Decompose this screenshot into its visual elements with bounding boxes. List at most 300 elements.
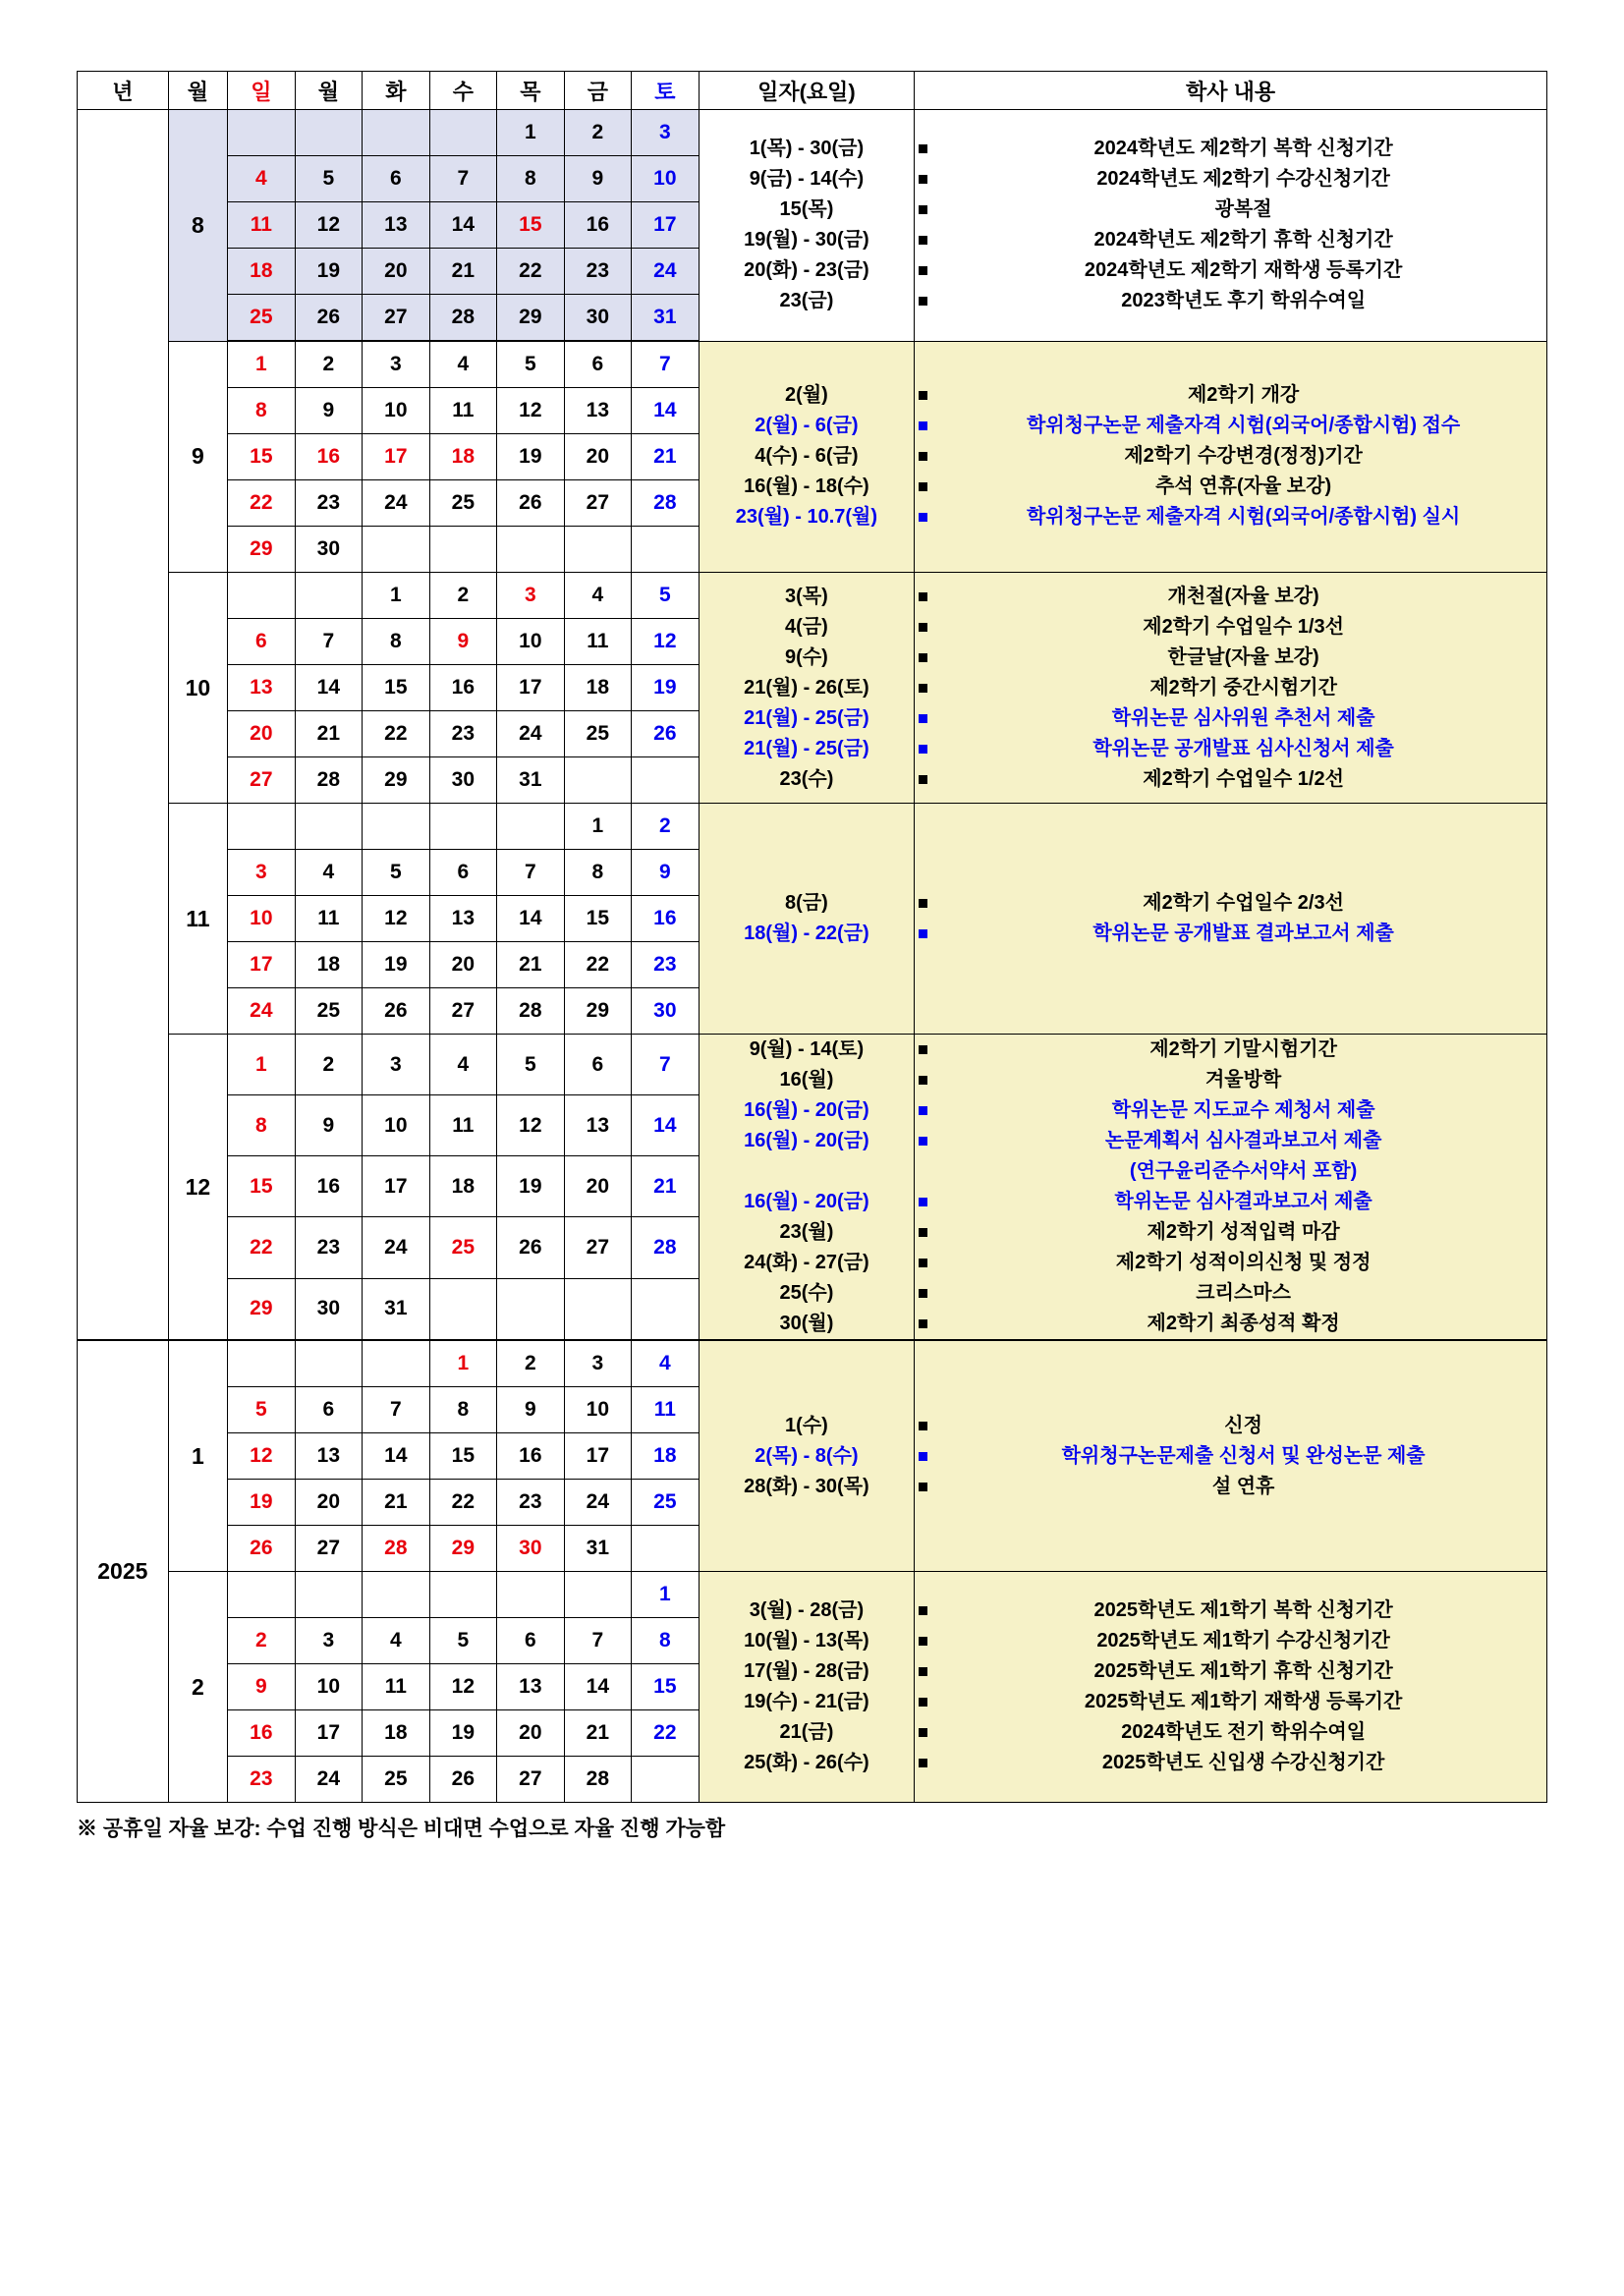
day-cell: 9 xyxy=(564,156,632,202)
day-cell: 25 xyxy=(564,711,632,757)
day-cell: 5 xyxy=(363,850,430,896)
day-cell: 14 xyxy=(564,1664,632,1710)
calendar-week-row xyxy=(78,804,1547,850)
day-cell: 31 xyxy=(632,295,700,342)
day-cell: 19 xyxy=(497,434,565,480)
day-cell: 24 xyxy=(228,988,296,1035)
day-cell: 30 xyxy=(632,988,700,1035)
day-cell: 3 xyxy=(497,573,565,619)
day-cell-empty xyxy=(363,1340,430,1387)
day-cell: 12 xyxy=(497,388,565,434)
day-cell: 7 xyxy=(632,1035,700,1095)
day-cell: 17 xyxy=(632,202,700,249)
content-items xyxy=(915,134,1546,316)
day-cell-empty xyxy=(295,804,363,850)
header-row xyxy=(78,72,1547,110)
day-cell: 11 xyxy=(564,619,632,665)
day-cell: 17 xyxy=(497,665,565,711)
date-list-cell xyxy=(699,1035,915,1341)
date-line: 21(월) - 25(금) xyxy=(744,737,869,759)
date-line: 16(월) - 18(수) xyxy=(744,476,869,498)
day-cell: 23 xyxy=(429,711,497,757)
day-cell: 3 xyxy=(632,110,700,156)
day-cell-empty xyxy=(429,527,497,573)
day-cell: 17 xyxy=(564,1433,632,1480)
content-list-cell xyxy=(915,573,1547,804)
header-weekday-sun: 일 xyxy=(228,72,296,110)
day-cell: 4 xyxy=(429,341,497,388)
day-cell: 7 xyxy=(363,1387,430,1433)
day-cell-empty xyxy=(632,527,700,573)
day-cell-empty xyxy=(632,757,700,804)
day-cell: 24 xyxy=(497,711,565,757)
content-item: 2023학년도 후기 학위수여일 xyxy=(915,286,1546,316)
content-item: 제2학기 수업일수 1/3선 xyxy=(915,612,1546,643)
month-cell: 2 xyxy=(168,1572,227,1803)
day-cell: 29 xyxy=(429,1526,497,1572)
day-cell: 31 xyxy=(564,1526,632,1572)
day-cell: 7 xyxy=(295,619,363,665)
day-cell-empty xyxy=(295,1340,363,1387)
content-items xyxy=(915,380,1546,532)
day-cell: 21 xyxy=(363,1480,430,1526)
date-line: 25(수) xyxy=(779,1282,834,1304)
day-cell: 22 xyxy=(228,1217,296,1278)
day-cell: 9 xyxy=(497,1387,565,1433)
day-cell: 21 xyxy=(564,1710,632,1757)
date-line: 30(월) xyxy=(779,1313,834,1334)
day-cell-empty xyxy=(363,1572,430,1618)
day-cell: 21 xyxy=(497,942,565,988)
date-list-cell xyxy=(699,341,915,573)
content-item: 광복절 xyxy=(915,195,1546,225)
day-cell: 20 xyxy=(429,942,497,988)
day-cell: 28 xyxy=(363,1526,430,1572)
day-cell-empty xyxy=(632,1526,700,1572)
day-cell: 11 xyxy=(363,1664,430,1710)
day-cell: 25 xyxy=(429,480,497,527)
day-cell: 28 xyxy=(632,480,700,527)
content-item: 겨울방학 xyxy=(915,1065,1546,1095)
day-cell: 2 xyxy=(632,804,700,850)
day-cell: 3 xyxy=(295,1618,363,1664)
day-cell: 9 xyxy=(632,850,700,896)
day-cell: 2 xyxy=(429,573,497,619)
content-item: 2025학년도 제1학기 수강신청기간 xyxy=(915,1626,1546,1656)
day-cell: 30 xyxy=(564,295,632,342)
date-line: 23(월) xyxy=(779,1221,834,1243)
day-cell: 6 xyxy=(228,619,296,665)
day-cell: 12 xyxy=(363,896,430,942)
day-cell: 21 xyxy=(295,711,363,757)
day-cell: 12 xyxy=(228,1433,296,1480)
day-cell-empty xyxy=(295,1572,363,1618)
calendar-week-row xyxy=(78,1035,1547,1095)
day-cell: 8 xyxy=(632,1618,700,1664)
day-cell: 22 xyxy=(632,1710,700,1757)
day-cell: 29 xyxy=(228,527,296,573)
day-cell: 16 xyxy=(228,1710,296,1757)
content-item: 제2학기 개강 xyxy=(915,380,1546,411)
calendar-week-row xyxy=(78,341,1547,388)
date-line: 23(금) xyxy=(779,290,834,312)
day-cell: 3 xyxy=(564,1340,632,1387)
day-cell-empty xyxy=(497,527,565,573)
day-cell: 10 xyxy=(363,388,430,434)
day-cell: 13 xyxy=(429,896,497,942)
year-cell-2025: 2025 xyxy=(78,1340,169,1803)
day-cell: 13 xyxy=(363,202,430,249)
day-cell-empty xyxy=(228,804,296,850)
day-cell-empty xyxy=(228,110,296,156)
day-cell-empty xyxy=(228,1572,296,1618)
day-cell: 11 xyxy=(295,896,363,942)
day-cell-empty xyxy=(564,757,632,804)
day-cell: 25 xyxy=(228,295,296,342)
day-cell-empty xyxy=(228,573,296,619)
day-cell: 27 xyxy=(429,988,497,1035)
day-cell: 12 xyxy=(632,619,700,665)
day-cell: 23 xyxy=(497,1480,565,1526)
header-weekday-sat: 토 xyxy=(632,72,700,110)
date-line: 23(월) - 10.7(월) xyxy=(735,506,878,529)
day-cell: 16 xyxy=(497,1433,565,1480)
day-cell: 24 xyxy=(295,1757,363,1803)
day-cell: 1 xyxy=(429,1340,497,1387)
day-cell: 26 xyxy=(497,480,565,527)
content-list-cell xyxy=(915,341,1547,573)
table-body xyxy=(78,110,1547,1803)
day-cell: 30 xyxy=(429,757,497,804)
day-cell: 7 xyxy=(429,156,497,202)
day-cell-empty xyxy=(497,1572,565,1618)
day-cell: 21 xyxy=(429,249,497,295)
date-line: 9(금) - 14(수) xyxy=(749,168,865,191)
date-line: 2(목) - 8(수) xyxy=(755,1444,859,1467)
day-cell: 24 xyxy=(632,249,700,295)
content-item: 2024학년도 제2학기 휴학 신청기간 xyxy=(915,225,1546,255)
content-item: 2025학년도 제1학기 재학생 등록기간 xyxy=(915,1687,1546,1717)
date-line: 3(목) xyxy=(785,585,828,607)
day-cell: 16 xyxy=(295,1156,363,1217)
day-cell: 6 xyxy=(363,156,430,202)
day-cell: 1 xyxy=(228,341,296,388)
day-cell: 10 xyxy=(497,619,565,665)
day-cell-empty xyxy=(632,1278,700,1340)
day-cell: 3 xyxy=(228,850,296,896)
day-cell: 6 xyxy=(429,850,497,896)
day-cell: 16 xyxy=(564,202,632,249)
content-item: 제2학기 기말시험기간 xyxy=(915,1035,1546,1065)
day-cell: 10 xyxy=(632,156,700,202)
day-cell: 27 xyxy=(295,1526,363,1572)
content-item: 논문계획서 심사결과보고서 제출 xyxy=(915,1126,1546,1156)
day-cell: 16 xyxy=(295,434,363,480)
content-item: 학위청구논문 제출자격 시험(외국어/종합시험) 실시 xyxy=(915,502,1546,532)
day-cell: 31 xyxy=(497,757,565,804)
day-cell: 11 xyxy=(429,1095,497,1156)
date-line: 9(수) xyxy=(785,645,828,668)
content-item: 제2학기 수업일수 1/2선 xyxy=(915,764,1546,795)
date-line xyxy=(700,1156,915,1187)
content-item: 한글날(자율 보강) xyxy=(915,643,1546,673)
header-month: 월 xyxy=(168,72,227,110)
day-cell: 18 xyxy=(295,942,363,988)
day-cell: 28 xyxy=(564,1757,632,1803)
header-year: 년 xyxy=(78,72,169,110)
day-cell: 10 xyxy=(363,1095,430,1156)
day-cell: 2 xyxy=(564,110,632,156)
day-cell: 11 xyxy=(429,388,497,434)
day-cell: 25 xyxy=(429,1217,497,1278)
day-cell: 4 xyxy=(363,1618,430,1664)
day-cell: 18 xyxy=(564,665,632,711)
day-cell: 18 xyxy=(429,1156,497,1217)
day-cell: 3 xyxy=(363,341,430,388)
day-cell: 4 xyxy=(429,1035,497,1095)
date-line: 16(월) xyxy=(779,1069,834,1091)
month-cell: 11 xyxy=(168,804,227,1035)
content-item: 2025학년도 신입생 수강신청기간 xyxy=(915,1748,1546,1778)
day-cell: 30 xyxy=(295,1278,363,1340)
day-cell: 27 xyxy=(564,480,632,527)
day-cell: 18 xyxy=(429,434,497,480)
day-cell: 19 xyxy=(497,1156,565,1217)
content-list-cell xyxy=(915,804,1547,1035)
day-cell: 5 xyxy=(228,1387,296,1433)
month-cell: 1 xyxy=(168,1340,227,1572)
content-list-cell xyxy=(915,110,1547,342)
day-cell: 24 xyxy=(363,480,430,527)
date-line: 18(월) - 22(금) xyxy=(744,923,869,944)
day-cell: 2 xyxy=(295,341,363,388)
date-line: 8(금) xyxy=(785,892,828,914)
day-cell: 9 xyxy=(429,619,497,665)
day-cell: 10 xyxy=(295,1664,363,1710)
content-item: 신정 xyxy=(915,1411,1546,1441)
day-cell: 17 xyxy=(295,1710,363,1757)
content-item: 제2학기 중간시험기간 xyxy=(915,673,1546,703)
content-item: 2024학년도 제2학기 복학 신청기간 xyxy=(915,134,1546,164)
day-cell: 25 xyxy=(632,1480,700,1526)
day-cell: 25 xyxy=(363,1757,430,1803)
calendar-week-row xyxy=(78,573,1547,619)
day-cell: 26 xyxy=(429,1757,497,1803)
content-item: 학위논문 공개발표 결과보고서 제출 xyxy=(915,919,1546,949)
day-cell: 1 xyxy=(564,804,632,850)
day-cell: 23 xyxy=(295,1217,363,1278)
content-item: 학위논문 공개발표 심사신청서 제출 xyxy=(915,734,1546,764)
month-cell: 12 xyxy=(168,1035,227,1341)
day-cell: 16 xyxy=(632,896,700,942)
content-item: 학위논문 심사위원 추천서 제출 xyxy=(915,703,1546,734)
day-cell: 29 xyxy=(497,295,565,342)
day-cell: 26 xyxy=(497,1217,565,1278)
date-line: 2(월) - 6(금) xyxy=(755,415,859,437)
day-cell: 15 xyxy=(228,1156,296,1217)
content-item: 학위청구논문제출 신청서 및 완성논문 제출 xyxy=(915,1441,1546,1472)
content-item: 2024학년도 제2학기 수강신청기간 xyxy=(915,164,1546,195)
date-list-cell xyxy=(699,1340,915,1572)
day-cell: 6 xyxy=(295,1387,363,1433)
day-cell: 8 xyxy=(228,388,296,434)
date-line: 4(수) - 6(금) xyxy=(755,445,859,468)
day-cell: 15 xyxy=(497,202,565,249)
day-cell: 5 xyxy=(429,1618,497,1664)
day-cell: 14 xyxy=(632,1095,700,1156)
content-item: 제2학기 최종성적 확정 xyxy=(915,1309,1546,1339)
day-cell: 20 xyxy=(564,434,632,480)
day-cell: 19 xyxy=(429,1710,497,1757)
content-items xyxy=(915,1035,1546,1339)
content-item: 추석 연휴(자율 보강) xyxy=(915,472,1546,502)
date-line: 9(월) - 14(토) xyxy=(749,1038,865,1060)
day-cell: 15 xyxy=(363,665,430,711)
date-line: 16(월) - 20(금) xyxy=(744,1099,869,1121)
day-cell: 18 xyxy=(363,1710,430,1757)
day-cell: 1 xyxy=(228,1035,296,1095)
day-cell: 13 xyxy=(564,1095,632,1156)
day-cell: 20 xyxy=(228,711,296,757)
header-weekday-thu: 목 xyxy=(497,72,565,110)
day-cell: 21 xyxy=(632,434,700,480)
date-line: 19(월) - 30(금) xyxy=(744,229,869,252)
day-cell: 6 xyxy=(564,341,632,388)
day-cell: 18 xyxy=(632,1433,700,1480)
day-cell: 30 xyxy=(295,527,363,573)
date-line: 19(수) - 21(금) xyxy=(744,1691,869,1712)
day-cell: 28 xyxy=(429,295,497,342)
content-item: 제2학기 수업일수 2/3선 xyxy=(915,888,1546,919)
day-cell: 9 xyxy=(295,1095,363,1156)
day-cell: 8 xyxy=(429,1387,497,1433)
day-cell: 22 xyxy=(228,480,296,527)
content-item: 제2학기 수강변경(정정)기간 xyxy=(915,441,1546,472)
day-cell: 27 xyxy=(564,1217,632,1278)
day-cell: 21 xyxy=(632,1156,700,1217)
day-cell: 28 xyxy=(295,757,363,804)
content-items xyxy=(915,1596,1546,1778)
day-cell: 14 xyxy=(632,388,700,434)
content-items xyxy=(915,1411,1546,1502)
day-cell: 8 xyxy=(497,156,565,202)
day-cell: 10 xyxy=(228,896,296,942)
day-cell: 4 xyxy=(632,1340,700,1387)
day-cell: 8 xyxy=(363,619,430,665)
day-cell: 12 xyxy=(295,202,363,249)
day-cell: 15 xyxy=(429,1433,497,1480)
day-cell: 14 xyxy=(295,665,363,711)
day-cell: 28 xyxy=(497,988,565,1035)
day-cell: 20 xyxy=(497,1710,565,1757)
content-item: 학위청구논문 제출자격 시험(외국어/종합시험) 접수 xyxy=(915,411,1546,441)
day-cell: 2 xyxy=(497,1340,565,1387)
day-cell: 5 xyxy=(632,573,700,619)
content-item: 2024학년도 제2학기 재학생 등록기간 xyxy=(915,255,1546,286)
day-cell: 8 xyxy=(564,850,632,896)
day-cell-empty xyxy=(564,527,632,573)
month-cell: 10 xyxy=(168,573,227,804)
day-cell: 13 xyxy=(228,665,296,711)
table-header xyxy=(78,72,1547,110)
day-cell-empty xyxy=(497,1278,565,1340)
date-line: 20(화) - 23(금) xyxy=(744,259,869,282)
day-cell-empty xyxy=(564,1278,632,1340)
content-item: 2025학년도 제1학기 휴학 신청기간 xyxy=(915,1656,1546,1687)
day-cell: 22 xyxy=(564,942,632,988)
day-cell: 1 xyxy=(363,573,430,619)
day-cell-empty xyxy=(497,804,565,850)
day-cell: 23 xyxy=(295,480,363,527)
day-cell: 6 xyxy=(564,1035,632,1095)
calendar-week-row xyxy=(78,1572,1547,1618)
day-cell: 9 xyxy=(228,1664,296,1710)
day-cell: 12 xyxy=(497,1095,565,1156)
day-cell: 20 xyxy=(564,1156,632,1217)
day-cell: 3 xyxy=(363,1035,430,1095)
day-cell: 11 xyxy=(228,202,296,249)
date-line: 24(화) - 27(금) xyxy=(744,1252,869,1273)
day-cell-empty xyxy=(363,804,430,850)
day-cell: 6 xyxy=(497,1618,565,1664)
date-list-cell xyxy=(699,110,915,342)
day-cell: 7 xyxy=(564,1618,632,1664)
day-cell: 22 xyxy=(363,711,430,757)
day-cell: 17 xyxy=(363,1156,430,1217)
content-item: 2025학년도 제1학기 복학 신청기간 xyxy=(915,1596,1546,1626)
day-cell: 13 xyxy=(564,388,632,434)
header-weekday-mon: 월 xyxy=(295,72,363,110)
day-cell: 27 xyxy=(363,295,430,342)
day-cell: 1 xyxy=(497,110,565,156)
day-cell-empty xyxy=(295,110,363,156)
content-item: 학위논문 심사결과보고서 제출 xyxy=(915,1187,1546,1217)
day-cell: 4 xyxy=(295,850,363,896)
day-cell: 26 xyxy=(632,711,700,757)
month-cell: 8 xyxy=(168,110,227,342)
header-weekday-fri: 금 xyxy=(564,72,632,110)
date-line: 28(화) - 30(목) xyxy=(744,1475,869,1497)
day-cell: 14 xyxy=(497,896,565,942)
day-cell: 15 xyxy=(228,434,296,480)
content-item: 학위논문 지도교수 제청서 제출 xyxy=(915,1095,1546,1126)
day-cell: 4 xyxy=(228,156,296,202)
day-cell: 16 xyxy=(429,665,497,711)
day-cell: 27 xyxy=(228,757,296,804)
content-item: 제2학기 성적입력 마감 xyxy=(915,1217,1546,1248)
day-cell: 29 xyxy=(564,988,632,1035)
day-cell: 19 xyxy=(632,665,700,711)
day-cell: 24 xyxy=(363,1217,430,1278)
content-item: 제2학기 성적이의신청 및 정정 xyxy=(915,1248,1546,1278)
month-cell: 9 xyxy=(168,341,227,573)
day-cell-empty xyxy=(632,1757,700,1803)
day-cell: 31 xyxy=(363,1278,430,1340)
content-item: 크리스마스 xyxy=(915,1278,1546,1309)
day-cell: 14 xyxy=(363,1433,430,1480)
day-cell: 17 xyxy=(363,434,430,480)
date-line: 4(금) xyxy=(785,615,828,638)
day-cell: 5 xyxy=(497,341,565,388)
content-items xyxy=(915,582,1546,795)
day-cell: 23 xyxy=(564,249,632,295)
day-cell: 13 xyxy=(497,1664,565,1710)
day-cell-empty xyxy=(564,1572,632,1618)
date-line: 21(금) xyxy=(779,1721,834,1743)
day-cell-empty xyxy=(363,527,430,573)
day-cell: 23 xyxy=(632,942,700,988)
date-list-cell xyxy=(699,804,915,1035)
